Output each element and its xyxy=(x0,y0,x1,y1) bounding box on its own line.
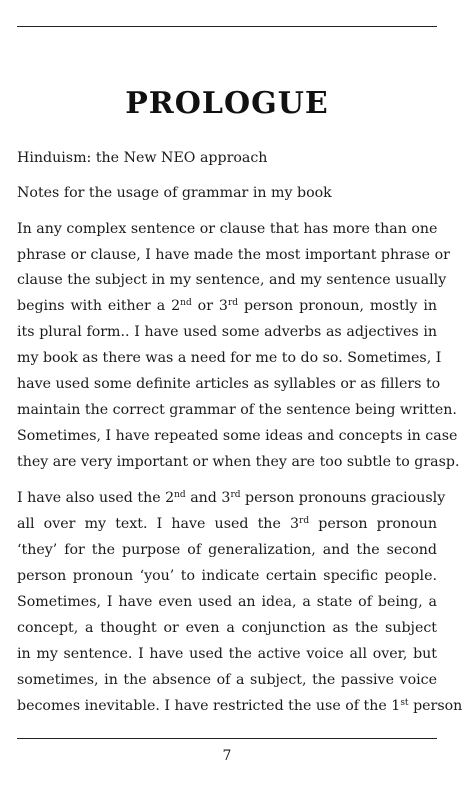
text-line: in my sentence. I have used the active voice all over, but xyxy=(17,646,437,662)
text-line: its plural form.. I have used some adverbs as adjectives in xyxy=(17,324,437,340)
section-heading: Notes for the usage of grammar in my book xyxy=(17,185,332,201)
text-line: sometimes, in the absence of a subject, the passive voice xyxy=(17,672,437,688)
text-line: maintain the correct grammar of the sentence being written. xyxy=(17,402,457,418)
text-line: ‘they’ for the purpose of generalization, and the second xyxy=(17,542,437,558)
text-line: my book as there was a need for me to do so. Sometimes, I xyxy=(17,350,442,366)
subtitle: Hinduism: the New NEO approach xyxy=(17,150,268,166)
text-line: In any complex sentence or clause that has more than one xyxy=(17,221,438,237)
text-line: Sometimes, I have even used an idea, a state of being, a xyxy=(17,594,437,610)
text-line: becomes inevitable. I have restricted the use of the 1st person xyxy=(17,698,462,714)
text-line: Sometimes, I have repeated some ideas and concepts in case xyxy=(17,428,458,444)
text-line: concept, a thought or even a conjunction as the subject xyxy=(17,620,437,636)
text-line: phrase or clause, I have made the most important phrase or xyxy=(17,247,450,263)
text-line: clause the subject in my sentence, and my sentence usually xyxy=(17,272,447,288)
text-line: person pronoun ‘you’ to indicate certain specific people. xyxy=(17,568,437,584)
bottom-rule xyxy=(17,738,437,739)
page-title: PROLOGUE xyxy=(125,86,329,121)
text-line: have used some definite articles as syllables or as fillers to xyxy=(17,376,441,392)
text-line: all over my text. I have used the 3rd person pronoun xyxy=(17,516,437,532)
text-line: I have also used the 2nd and 3rd person pronouns graciously xyxy=(17,490,446,506)
top-rule xyxy=(17,26,437,27)
page-number: 7 xyxy=(222,748,232,764)
text-line: they are very important or when they are too subtle to grasp. xyxy=(17,454,460,470)
text-line: begins with either a 2nd or 3rd person pronoun, mostly in xyxy=(17,298,437,314)
